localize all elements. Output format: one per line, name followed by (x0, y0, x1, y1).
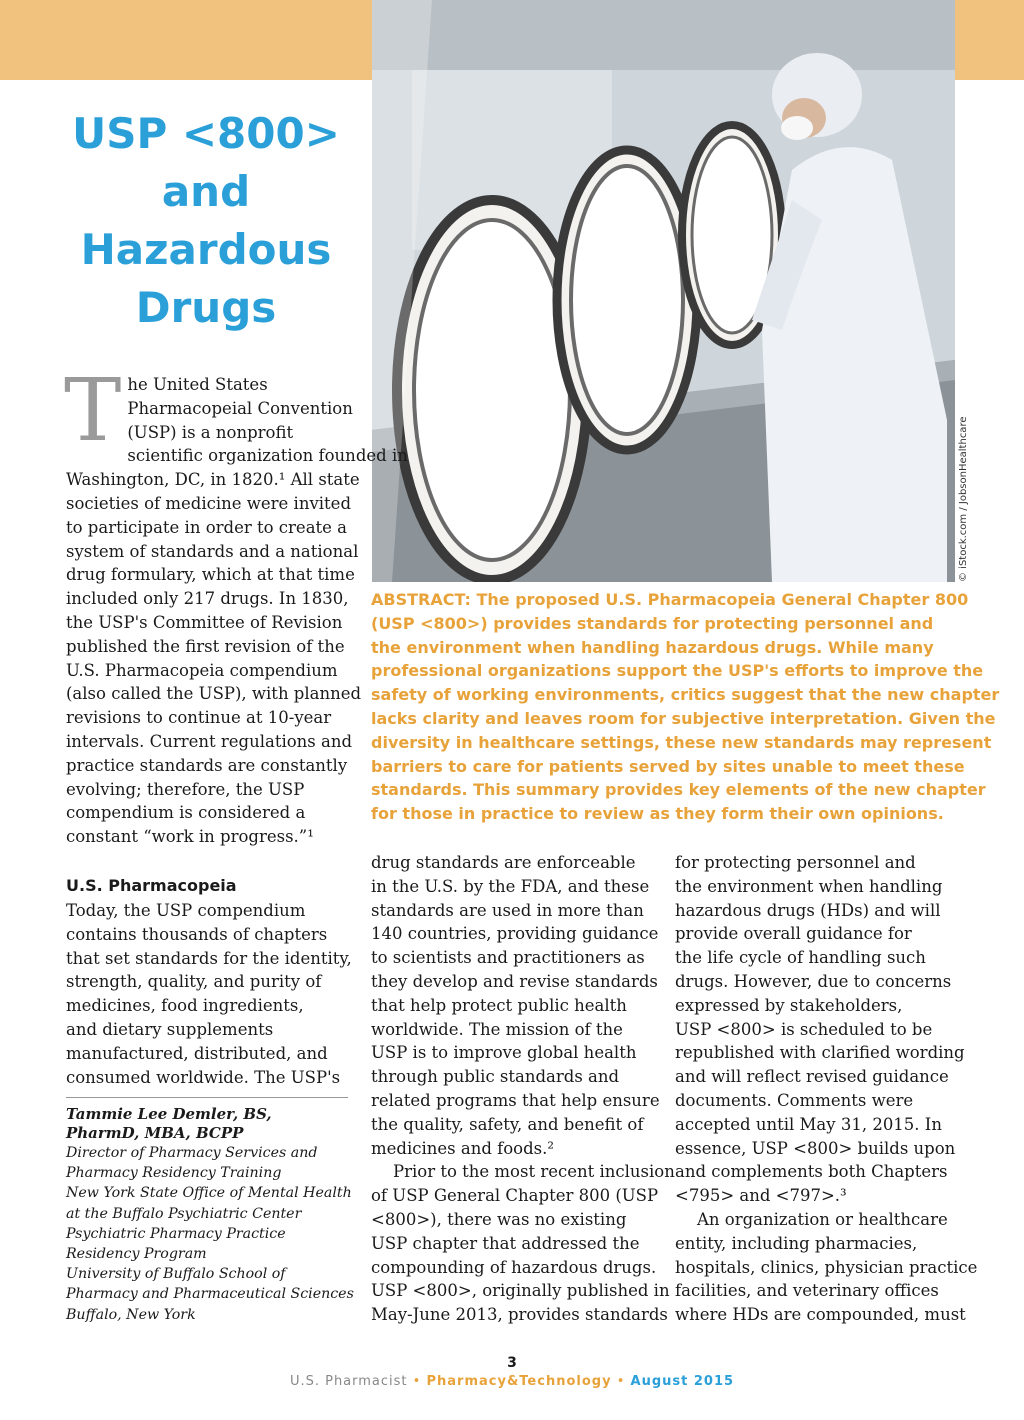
text-line: constant “work in progress.”¹ (66, 827, 314, 847)
text-line: Today, the USP compendium (66, 901, 306, 920)
top-color-band-right (955, 0, 1024, 80)
footer-section: Pharmacy&Technology (426, 1374, 612, 1389)
abstract-line: barriers to care for patients served by sites unable to meet these (371, 756, 965, 776)
author-affiliation-line: Pharmacy and Pharmaceutical Sciences (66, 1286, 354, 1303)
text-line: intervals. Current regulations and (66, 731, 353, 751)
article-title (40, 105, 372, 337)
text-line: contains thousands of chapters (66, 924, 328, 944)
text-line: to participate in order to create a (66, 517, 348, 537)
abstract-line: professional organizations support the USP's efforts to improve the (371, 661, 984, 681)
abstract-line: diversity in healthcare settings, these new standards may represent (371, 732, 992, 752)
body-column-2 (371, 851, 675, 1327)
text-line: hospitals, clinics, physician practice (675, 1257, 978, 1277)
text-line: consumed worldwide. The USP's (66, 1067, 341, 1087)
photo-credit: © iStock.com / JobsonHealthcare (958, 416, 969, 582)
abstract-line: standards. This summary provides key elements of the new chapter (371, 780, 986, 800)
text-line: provide overall guidance for (675, 924, 912, 944)
text-line: in the U.S. by the FDA, and these (371, 876, 650, 896)
text-line: drug formulary, which at that time (66, 565, 355, 585)
text-line: hazardous drugs (HDs) and will (675, 900, 941, 920)
text-line: they develop and revise standards (371, 971, 658, 991)
text-line: of USP General Chapter 800 (USP (371, 1186, 659, 1206)
text-line: entity, including pharmacies, (675, 1233, 918, 1253)
text-line: and complements both Chapters (675, 1162, 948, 1182)
text-line: USP is to improve global health (371, 1043, 637, 1063)
text-line: that help protect public health (371, 995, 627, 1015)
text-line: drugs. However, due to concerns (675, 971, 952, 991)
text-line: essence, USP <800> builds upon (675, 1138, 956, 1158)
title-line: USP <800> (72, 109, 340, 158)
text-line: he United States (127, 375, 268, 394)
footer-publication: U.S. Pharmacist (289, 1374, 408, 1389)
author-affiliation-line: Residency Program (66, 1246, 207, 1263)
text-line: related programs that help ensure (371, 1090, 660, 1110)
text-line: the quality, safety, and benefit of (371, 1114, 644, 1134)
drop-cap: T (64, 361, 122, 461)
text-line: medicines, food ingredients, (66, 996, 304, 1016)
text-line: system of standards and a national (66, 541, 359, 561)
text-line: the life cycle of handling such (675, 948, 926, 968)
body-column-3 (675, 851, 978, 1327)
top-color-band (0, 0, 372, 80)
text-line: scientific organization founded in (127, 446, 408, 466)
footer-separator: • (616, 1374, 626, 1389)
text-line: medicines and foods.² (371, 1138, 555, 1158)
title-line: Hazardous (80, 225, 332, 274)
text-line: and dietary supplements (66, 1019, 274, 1039)
text-line: documents. Comments were (675, 1090, 914, 1110)
text-line: to scientists and practitioners as (371, 948, 645, 968)
abstract-line: safety of working environments, critics suggest that the new chapter (371, 685, 1000, 705)
text-line: May-June 2013, provides standards (371, 1305, 668, 1325)
article-photo (372, 0, 955, 582)
text-line: evolving; therefore, the USP (66, 779, 305, 799)
text-line: compendium is considered a (66, 803, 306, 823)
text-line: (USP) is a nonprofit (127, 422, 294, 442)
glovebox-illustration (372, 0, 955, 582)
text-line: societies of medicine were invited (66, 493, 352, 513)
text-line: where HDs are compounded, must (675, 1305, 966, 1325)
footer-separator: • (412, 1374, 422, 1389)
text-line: manufactured, distributed, and (66, 1043, 328, 1063)
text-line: included only 217 drugs. In 1830, (66, 589, 349, 609)
text-line: compounding of hazardous drugs. (371, 1257, 657, 1277)
author-name-line: PharmD, MBA, BCPP (66, 1124, 244, 1142)
text-line: through public standards and (371, 1067, 620, 1087)
text-line: published the first revision of the (66, 636, 345, 656)
author-affiliation-line: at the Buffalo Psychiatric Center (66, 1205, 302, 1222)
section-paragraph (66, 899, 352, 1089)
abstract-line: lacks clarity and leaves room for subjective interpretation. Given the (371, 708, 996, 728)
text-line: USP <800>, originally published in (371, 1281, 670, 1301)
text-line: drug standards are enforceable (371, 853, 636, 872)
text-line: Pharmacopeial Convention (127, 398, 353, 418)
text-line: (also called the USP), with planned (66, 684, 362, 704)
text-line: An organization or healthcare (697, 1209, 948, 1229)
text-line: the USP's Committee of Revision (66, 612, 343, 632)
text-line: strength, quality, and purity of (66, 972, 322, 992)
text-line: the environment when handling (675, 876, 943, 896)
title-line: and (161, 167, 251, 216)
text-line: accepted until May 31, 2015. In (675, 1114, 942, 1134)
title-line: Drugs (135, 283, 277, 332)
text-line: facilities, and veterinary offices (675, 1281, 939, 1301)
text-line: that set standards for the identity, (66, 948, 352, 968)
author-affiliation-line: Director of Pharmacy Services and (66, 1145, 318, 1161)
text-line: revisions to continue at 10-year (66, 708, 332, 728)
text-line: and will reflect revised guidance (675, 1067, 949, 1087)
intro-paragraph (64, 361, 408, 849)
author-name-line: Tammie Lee Demler, BS, (66, 1105, 272, 1123)
abstract (371, 588, 1000, 826)
text-line: Prior to the most recent inclusion (393, 1162, 675, 1182)
section-heading: U.S. Pharmacopeia (66, 876, 237, 895)
author-divider (66, 1097, 348, 1098)
text-line: 140 countries, providing guidance (371, 924, 659, 944)
abstract-line: (USP <800>) provides standards for protecting personnel and (371, 613, 934, 633)
footer-date: August 2015 (630, 1374, 735, 1389)
text-line: practice standards are constantly (66, 755, 348, 775)
text-line: USP <800> is scheduled to be (675, 1019, 933, 1039)
text-line: expressed by stakeholders, (675, 995, 903, 1015)
text-line: <800>), there was no existing (371, 1209, 627, 1229)
abstract-line: ABSTRACT: The proposed U.S. Pharmacopeia General Chapter 800 (371, 590, 969, 609)
text-line: for protecting personnel and (675, 853, 916, 872)
author-affiliation-line: Pharmacy Residency Training (66, 1165, 282, 1182)
text-line: U.S. Pharmacopeia compendium (66, 660, 338, 680)
text-line: Washington, DC, in 1820.¹ All state (66, 470, 360, 490)
author-affiliation-line: Buffalo, New York (66, 1306, 196, 1323)
author-affiliation-line: New York State Office of Mental Health (66, 1185, 352, 1202)
author-box (66, 1105, 354, 1325)
text-line: <795> and <797>.³ (675, 1186, 847, 1206)
author-affiliation-line: University of Buffalo School of (66, 1266, 286, 1283)
abstract-line: for those in practice to review as they form their own opinions. (371, 804, 944, 824)
text-line: standards are used in more than (371, 900, 644, 920)
text-line: USP chapter that addressed the (371, 1233, 640, 1253)
author-affiliation-line: Psychiatric Pharmacy Practice (66, 1225, 286, 1242)
page-footer (0, 1374, 1024, 1389)
abstract-line: the environment when handling hazardous drugs. While many (371, 637, 934, 657)
text-line: worldwide. The mission of the (371, 1019, 623, 1039)
text-line: republished with clarified wording (675, 1043, 965, 1063)
page-number: 3 (507, 1355, 517, 1371)
